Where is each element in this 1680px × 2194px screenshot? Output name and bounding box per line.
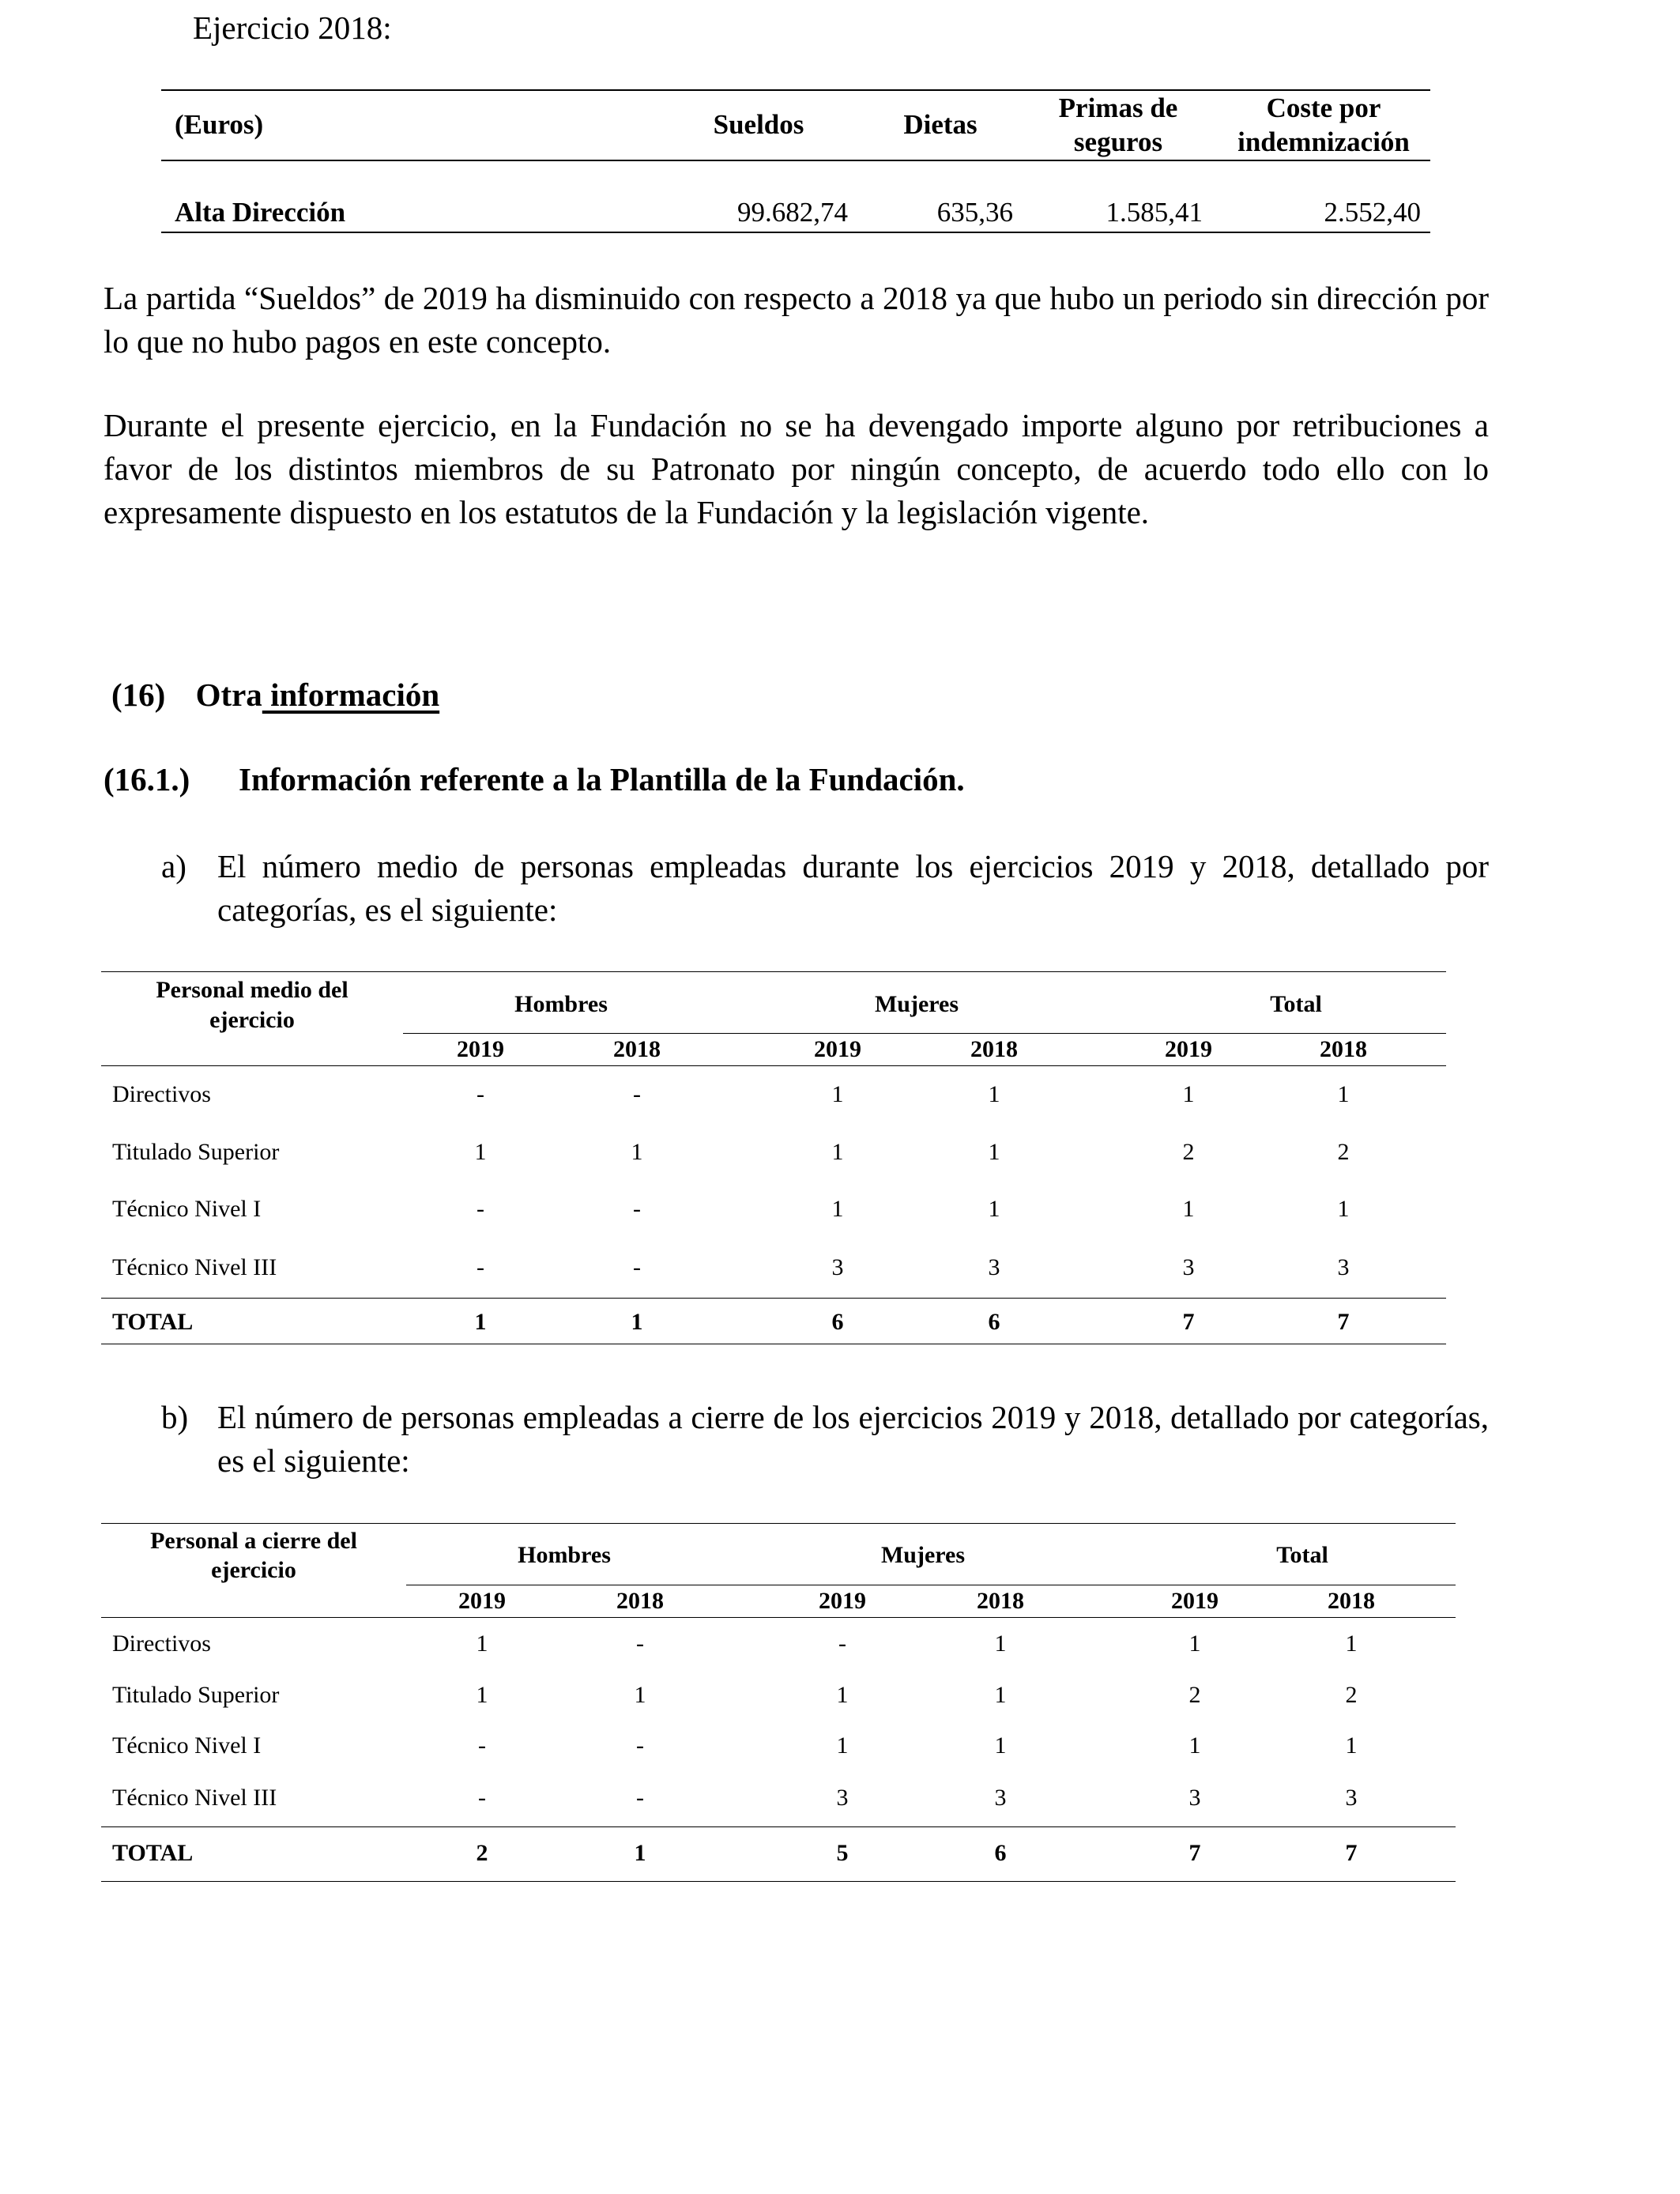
table-total-cell: 6 [831, 1309, 844, 1335]
table-a-rule-total [101, 1298, 1446, 1299]
table-b-year: 2018 [977, 1588, 1024, 1614]
table-cell: - [636, 1630, 644, 1657]
table-a-row-label: Técnico Nivel I [112, 1196, 262, 1222]
table-cell: 1 [1188, 1630, 1201, 1657]
table-a-year: 2018 [970, 1036, 1018, 1062]
section-16-1-title: Información referente a la Plantilla de la Fundación. [239, 761, 965, 797]
table-b-label-l1: Personal a cierre del [150, 1528, 357, 1554]
table-a-rule-top [101, 971, 1446, 972]
table-total-cell: 7 [1182, 1309, 1195, 1335]
table-rule-bottom [161, 232, 1430, 233]
table-b-year: 2018 [1328, 1588, 1375, 1614]
col-header-primas-l2: seguros [1073, 126, 1163, 157]
table-a-row-label: Titulado Superior [112, 1139, 280, 1165]
cell-coste: 2.552,40 [1324, 197, 1421, 228]
table-a-year: 2019 [457, 1036, 504, 1062]
cell-sueldos: 99.682,74 [737, 197, 848, 228]
table-total-cell: 1 [631, 1309, 643, 1335]
section-16-1-number: (16.1.) [104, 761, 190, 797]
table-a-rule-header [101, 1065, 1446, 1066]
item-a-text: El número medio de personas empleadas durante los ejercicios 2019 y 2018, detallado por categorías, es el siguiente: [217, 848, 1489, 928]
table-cell: 1 [994, 1682, 1007, 1708]
table-total-cell: 5 [836, 1840, 849, 1866]
table-cell: 2 [1345, 1682, 1358, 1708]
table-cell: 2 [1188, 1682, 1201, 1708]
table-a-rule-years [403, 1033, 1446, 1034]
table-cell: 1 [1345, 1732, 1358, 1759]
table-cell: 1 [988, 1081, 1000, 1107]
table-b-rule-total [101, 1826, 1456, 1827]
table-cell: 1 [476, 1682, 488, 1708]
item-b-text: El número de personas empleadas a cierre de los ejercicios 2019 y 2018, detallado por categorías, es el siguiente: [217, 1399, 1489, 1479]
table-total-cell: 6 [988, 1309, 1000, 1335]
table-cell: 1 [988, 1196, 1000, 1222]
table-cell: 1 [634, 1682, 646, 1708]
table-rule-header [161, 160, 1430, 161]
cell-primas: 1.585,41 [1106, 197, 1203, 228]
table-b-year: 2019 [819, 1588, 866, 1614]
table-cell: 2 [1182, 1139, 1195, 1165]
table-a-year: 2018 [1320, 1036, 1367, 1062]
table-a-row-label: Técnico Nivel III [112, 1254, 277, 1280]
table-total-cell: 6 [994, 1840, 1007, 1866]
table-a-row-label: Directivos [112, 1081, 211, 1107]
table-cell: 1 [1182, 1196, 1195, 1222]
table-a-group-hombres: Hombres [514, 991, 608, 1017]
table-b-group-total: Total [1276, 1542, 1328, 1568]
table-cell: - [636, 1732, 644, 1759]
table-cell: 1 [994, 1630, 1007, 1657]
table-b-year: 2019 [458, 1588, 506, 1614]
table-b-row-label: Directivos [112, 1630, 211, 1657]
table-cell: 1 [1337, 1196, 1350, 1222]
table-b-year: 2019 [1171, 1588, 1219, 1614]
table-cell: 1 [474, 1139, 487, 1165]
table-total-cell: 1 [634, 1840, 646, 1866]
section-16-number: (16) [111, 677, 166, 713]
table-cell: 1 [631, 1139, 643, 1165]
table-cell: - [478, 1785, 486, 1811]
table-cell: 1 [1337, 1081, 1350, 1107]
table-cell: 3 [831, 1254, 844, 1280]
table-total-cell: 2 [476, 1840, 488, 1866]
table-b-rule-top [101, 1523, 1456, 1524]
table-a-label-l2: ejercicio [209, 1007, 295, 1033]
table-b-label-l2: ejercicio [211, 1557, 296, 1583]
table-a-year: 2019 [814, 1036, 861, 1062]
table-b-total-label: TOTAL [112, 1840, 194, 1866]
table-cell: 3 [836, 1785, 849, 1811]
table-cell: 1 [836, 1732, 849, 1759]
table-cell: 3 [994, 1785, 1007, 1811]
table-a-group-mujeres: Mujeres [874, 991, 959, 1017]
table-cell: 3 [988, 1254, 1000, 1280]
table-cell: - [477, 1254, 484, 1280]
table-cell: - [477, 1196, 484, 1222]
table-b-year: 2018 [616, 1588, 664, 1614]
table-cell: 1 [831, 1139, 844, 1165]
table-cell: - [838, 1630, 846, 1657]
col-header-euros: (Euros) [175, 109, 264, 140]
paragraph-patronato: Durante el presente ejercicio, en la Fundación no se ha devengado importe alguno por retribuciones a favor de los distintos miembros de su Patronato por ningún concepto, de acuerdo todo ello con lo expresamente dispuesto en los estatutos de la Fundación y la legislación vigente. [104, 407, 1489, 530]
row-label-alta-direccion: Alta Dirección [175, 197, 346, 228]
col-header-primas-l1: Primas de [1058, 92, 1178, 123]
table-cell: 1 [836, 1682, 849, 1708]
table-cell: 2 [1337, 1139, 1350, 1165]
table-b-row-label: Técnico Nivel I [112, 1732, 262, 1759]
table-b-group-hombres: Hombres [518, 1542, 611, 1568]
table-cell: 1 [831, 1196, 844, 1222]
table-cell: 1 [994, 1732, 1007, 1759]
table-b-row-label: Titulado Superior [112, 1682, 280, 1708]
table-cell: - [478, 1732, 486, 1759]
section-16-1-heading [104, 758, 965, 801]
table-cell: - [633, 1254, 641, 1280]
table-cell: 1 [1345, 1630, 1358, 1657]
col-header-coste-l1: Coste por [1266, 92, 1381, 123]
table-cell: 3 [1337, 1254, 1350, 1280]
table-a-year: 2019 [1165, 1036, 1212, 1062]
table-cell: 1 [1182, 1081, 1195, 1107]
table-a-year: 2018 [613, 1036, 661, 1062]
table-b-rule-header [101, 1617, 1456, 1618]
table-cell: - [477, 1081, 484, 1107]
paragraph-sueldos: La partida “Sueldos” de 2019 ha disminuido con respecto a 2018 ya que hubo un periodo sin dirección por lo que no hubo pagos en este concepto. [104, 280, 1489, 360]
table-b-group-mujeres: Mujeres [880, 1542, 966, 1568]
cell-dietas: 635,36 [936, 197, 1013, 228]
table-cell: 3 [1182, 1254, 1195, 1280]
table-cell: 3 [1345, 1785, 1358, 1811]
table-total-cell: 1 [474, 1309, 487, 1335]
table-a-group-total: Total [1270, 991, 1322, 1017]
table-b-rule-bottom [101, 1881, 1456, 1882]
item-b-marker: b) [161, 1399, 189, 1435]
table-a-label-l1: Personal medio del [156, 977, 348, 1003]
table-cell: 1 [1188, 1732, 1201, 1759]
table-cell: - [633, 1196, 641, 1222]
table-cell: 1 [988, 1139, 1000, 1165]
table-cell: 1 [831, 1081, 844, 1107]
table-total-cell: 7 [1188, 1840, 1201, 1866]
table-total-cell: 7 [1345, 1840, 1358, 1866]
table-b-row-label: Técnico Nivel III [112, 1785, 277, 1811]
table-a-total-label: TOTAL [112, 1309, 194, 1335]
table-rule-top [161, 89, 1430, 91]
year-heading: Ejercicio 2018: [193, 9, 392, 46]
table-cell: - [633, 1081, 641, 1107]
section-16-heading [111, 673, 439, 717]
table-total-cell: 7 [1337, 1309, 1350, 1335]
table-cell: - [636, 1785, 644, 1811]
table-cell: 1 [476, 1630, 488, 1657]
col-header-coste-l2: indemnización [1237, 126, 1410, 157]
section-16-title: Otra información [195, 677, 440, 713]
col-header-dietas: Dietas [903, 109, 977, 140]
item-a-marker: a) [161, 848, 186, 884]
col-header-sueldos: Sueldos [713, 109, 804, 140]
table-cell: 3 [1188, 1785, 1201, 1811]
